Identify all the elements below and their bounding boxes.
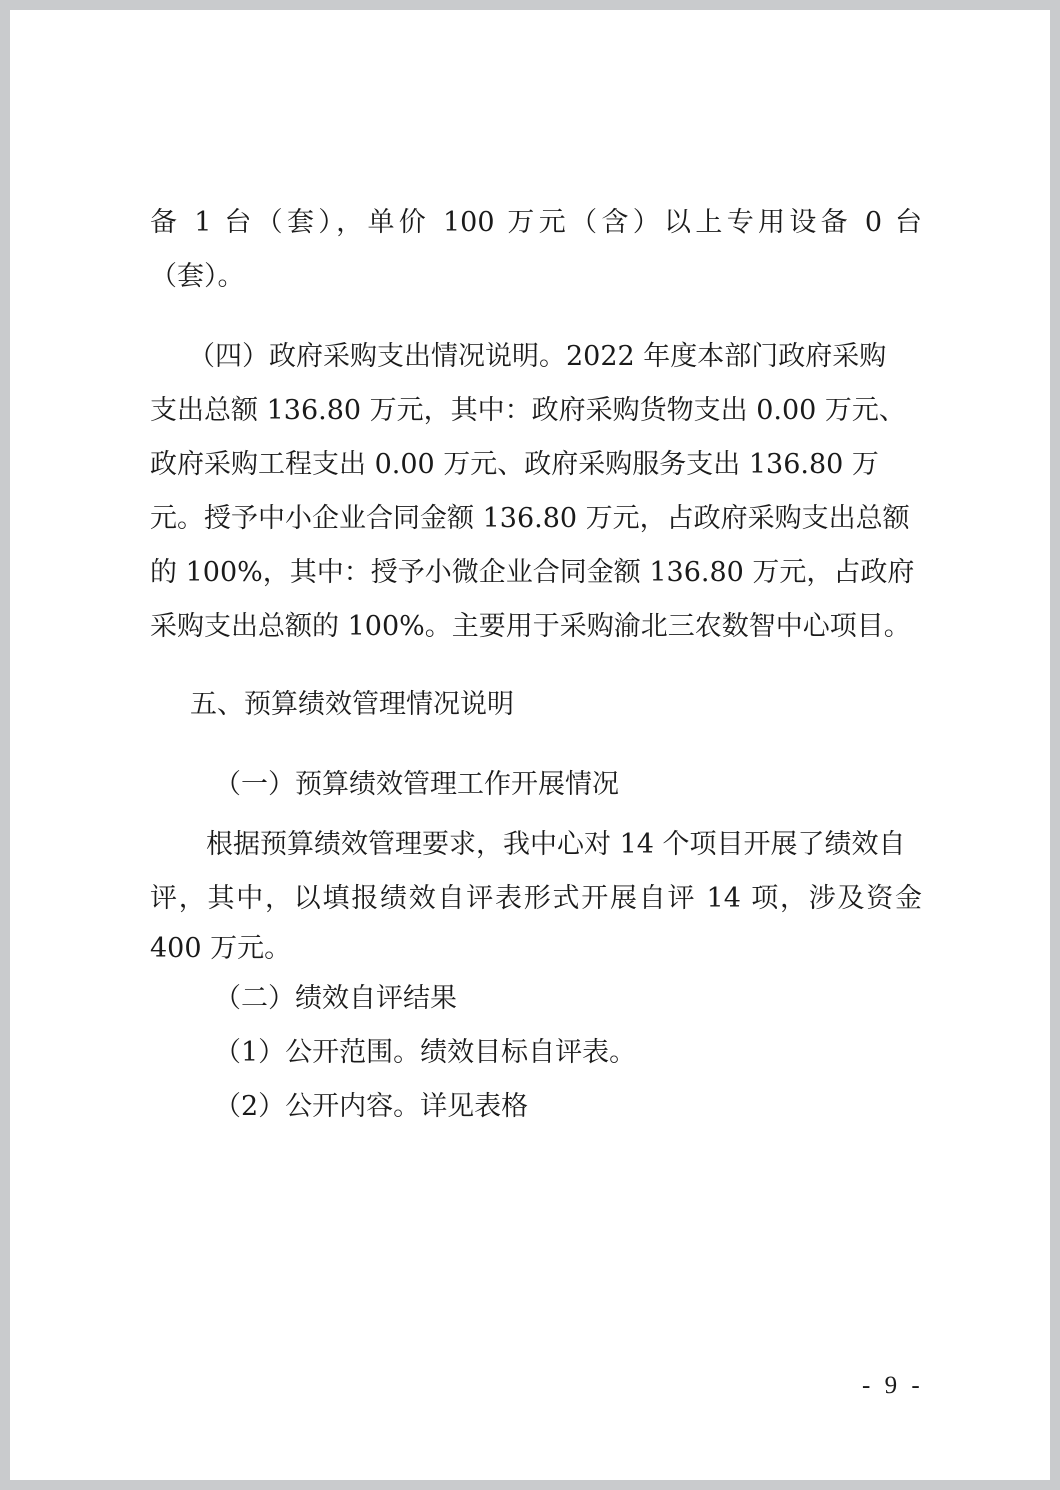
subsection-heading: （一）预算绩效管理工作开展情况 — [214, 769, 619, 800]
text-line: （2）公开内容。详见表格 — [214, 1091, 529, 1122]
text-line: 的 100%，其中：授予小微企业合同金额 136.80 万元，占政府 — [150, 557, 915, 588]
page-number: - 9 - — [862, 1372, 924, 1399]
text-line: 采购支出总额的 100%。主要用于采购渝北三农数智中心项目。 — [150, 611, 911, 642]
section-heading: 五、预算绩效管理情况说明 — [190, 689, 514, 720]
text-line: （1）公开范围。绩效目标自评表。 — [214, 1037, 637, 1068]
text-line: 备 1 台（套），单价 100 万元（含）以上专用设备 0 台 — [150, 207, 922, 238]
document-page — [10, 10, 1050, 1480]
text-line: 政府采购工程支出 0.00 万元、政府采购服务支出 136.80 万 — [150, 449, 879, 480]
subsection-heading: （二）绩效自评结果 — [214, 983, 457, 1014]
text-line: 400 万元。 — [150, 933, 292, 964]
text-line: 支出总额 136.80 万元，其中：政府采购货物支出 0.00 万元、 — [150, 395, 906, 426]
text-line: （套）。 — [150, 261, 245, 292]
text-line: 元。授予中小企业合同金额 136.80 万元，占政府采购支出总额 — [150, 503, 910, 534]
text-line: （四）政府采购支出情况说明。2022 年度本部门政府采购 — [188, 341, 887, 372]
text-line: 评，其中，以填报绩效自评表形式开展自评 14 项，涉及资金 — [150, 883, 922, 914]
text-line: 根据预算绩效管理要求，我中心对 14 个项目开展了绩效自 — [206, 829, 906, 860]
